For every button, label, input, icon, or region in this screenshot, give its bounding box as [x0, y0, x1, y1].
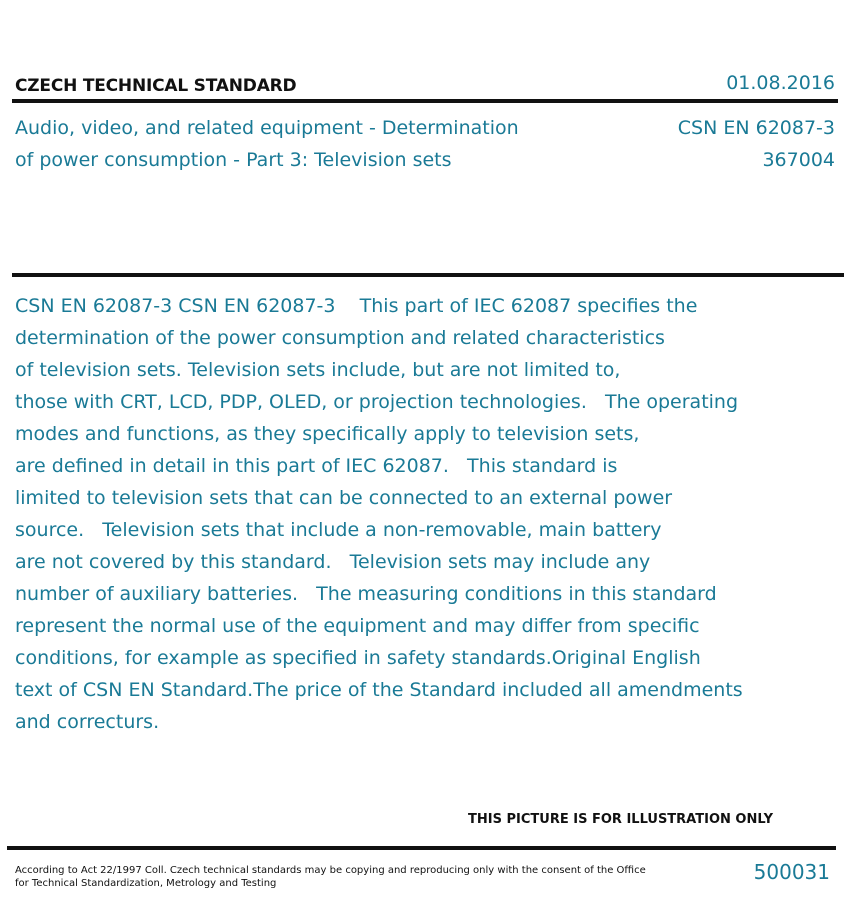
title-divider [12, 273, 844, 277]
abstract-line: CSN EN 62087-3 CSN EN 62087-3 This part of IEC 62087 specifies the [15, 295, 698, 317]
standard-title-line-1: Audio, video, and related equipment - Determination [15, 117, 519, 139]
abstract-line: represent the normal use of the equipment and may differ from specific [15, 615, 700, 637]
abstract-line: number of auxiliary batteries. The measuring conditions in this standard [15, 583, 717, 605]
publication-date: 01.08.2016 [726, 72, 835, 94]
footer-divider [7, 846, 836, 850]
abstract-line: and correcturs. [15, 711, 160, 733]
abstract-line: of television sets. Television sets include, but are not limited to, [15, 359, 621, 381]
legal-notice-line: According to Act 22/1997 Coll. Czech technical standards may be copying and reproducing only with the consent of the Office [15, 865, 646, 876]
legal-notice-line: for Technical Standardization, Metrology and Testing [15, 878, 277, 889]
abstract-line: those with CRT, LCD, PDP, OLED, or projection technologies. The operating [15, 391, 739, 413]
standard-number: CSN EN 62087-3 [677, 117, 835, 139]
abstract-text [15, 290, 775, 738]
abstract-line: modes and functions, as they specifically apply to television sets, [15, 423, 640, 445]
abstract-line: limited to television sets that can be connected to an external power [15, 487, 673, 509]
illustration-disclaimer: THIS PICTURE IS FOR ILLUSTRATION ONLY [468, 812, 773, 827]
abstract-line: conditions, for example as specified in safety standards.Original English [15, 647, 701, 669]
abstract-line: text of CSN EN Standard.The price of the Standard included all amendments [15, 679, 743, 701]
legal-notice [15, 864, 646, 890]
abstract-line: source. Television sets that include a non-removable, main battery [15, 519, 662, 541]
header-divider [12, 99, 838, 103]
classification-code: 367004 [762, 149, 835, 171]
catalog-code: 500031 [753, 860, 830, 884]
standard-title-line-2: of power consumption - Part 3: Television sets [15, 149, 452, 171]
abstract-line: determination of the power consumption and related characteristics [15, 327, 665, 349]
document-type-heading: CZECH TECHNICAL STANDARD [15, 76, 297, 96]
abstract-line: are defined in detail in this part of IEC 62087. This standard is [15, 455, 618, 477]
abstract-line: are not covered by this standard. Television sets may include any [15, 551, 651, 573]
